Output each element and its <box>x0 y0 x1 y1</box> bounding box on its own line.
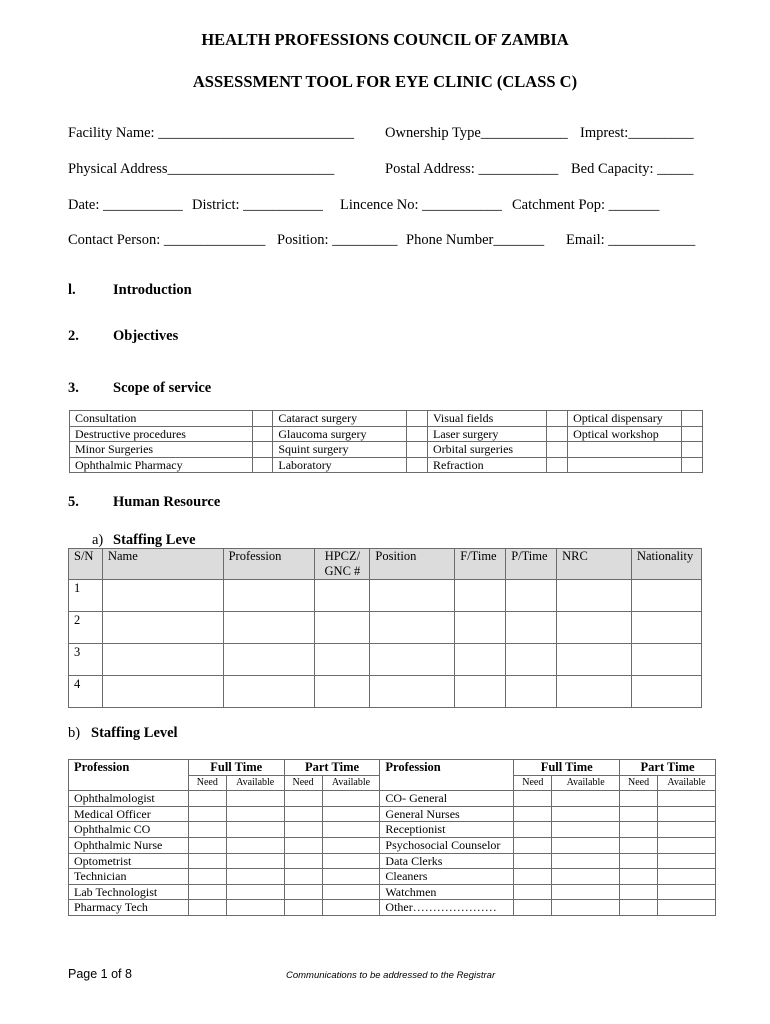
count-cell[interactable] <box>552 853 620 869</box>
count-cell[interactable] <box>226 853 284 869</box>
licence-no-field[interactable]: Lincence No: ___________ <box>340 197 502 213</box>
count-cell[interactable] <box>188 869 226 885</box>
count-cell[interactable] <box>657 791 715 807</box>
count-cell[interactable] <box>514 900 552 916</box>
profession-cell: Data Clerks <box>380 853 514 869</box>
profession-cell: Medical Officer <box>69 806 189 822</box>
count-cell[interactable] <box>552 900 620 916</box>
scope-checkbox[interactable] <box>682 411 703 427</box>
scope-row <box>70 411 703 427</box>
available-header: Available <box>322 775 380 791</box>
scope-checkbox[interactable] <box>252 426 273 442</box>
count-cell[interactable] <box>552 884 620 900</box>
scope-cell: Laboratory <box>273 457 407 473</box>
count-cell[interactable] <box>284 791 322 807</box>
staff-cell[interactable] <box>315 676 370 708</box>
scope-checkbox[interactable] <box>407 442 428 458</box>
section-introduction-heading: Introduction <box>113 282 192 298</box>
count-cell[interactable] <box>620 853 658 869</box>
need-header: Need <box>514 775 552 791</box>
staffing-leve-heading: Staffing Leve <box>113 532 196 548</box>
count-cell[interactable] <box>322 837 380 853</box>
count-cell[interactable] <box>226 837 284 853</box>
staff-cell[interactable] <box>315 612 370 644</box>
staff-cell[interactable] <box>631 644 701 676</box>
count-cell[interactable] <box>188 822 226 838</box>
count-cell[interactable] <box>657 853 715 869</box>
scope-cell: Ophthalmic Pharmacy <box>70 457 253 473</box>
profession-cell: CO- General <box>380 791 514 807</box>
count-cell[interactable] <box>657 869 715 885</box>
count-cell[interactable] <box>226 869 284 885</box>
scope-checkbox[interactable] <box>682 426 703 442</box>
table-row <box>69 837 716 853</box>
count-cell[interactable] <box>188 837 226 853</box>
imprest-field[interactable]: Imprest:_________ <box>580 125 694 141</box>
table-row <box>69 644 702 676</box>
scope-of-service-table <box>69 410 703 473</box>
scope-cell: Orbital surgeries <box>427 442 546 458</box>
staff-cell[interactable] <box>315 580 370 612</box>
column-header-sn: S/N <box>69 549 103 580</box>
count-cell[interactable] <box>188 853 226 869</box>
footer-note: Communications to be addressed to the Registrar <box>286 970 496 981</box>
staff-cell[interactable] <box>455 644 506 676</box>
scope-cell: Destructive procedures <box>70 426 253 442</box>
staffing-level-heading: Staffing Level <box>91 725 178 741</box>
profession-cell: Cleaners <box>380 869 514 885</box>
staffing-level-header-row <box>69 760 716 776</box>
profession-cell: Ophthalmologist <box>69 791 189 807</box>
available-header: Available <box>657 775 715 791</box>
count-cell[interactable] <box>620 806 658 822</box>
subsection-a-label: a) <box>92 532 104 548</box>
count-cell[interactable] <box>620 837 658 853</box>
count-cell[interactable] <box>657 900 715 916</box>
scope-row <box>70 442 703 458</box>
column-header-profession: Profession <box>223 549 315 580</box>
scope-checkbox[interactable] <box>547 411 568 427</box>
section-scope-heading: Scope of service <box>113 380 212 396</box>
profession-cell: Ophthalmic Nurse <box>69 837 189 853</box>
scope-row <box>70 457 703 473</box>
phone-number-field[interactable]: Phone Number_______ <box>406 232 545 248</box>
count-cell[interactable] <box>657 884 715 900</box>
profession-cell: Watchmen <box>380 884 514 900</box>
count-cell[interactable] <box>552 822 620 838</box>
profession-cell: Receptionist <box>380 822 514 838</box>
staffing-level-table <box>68 759 716 916</box>
scope-cell: Refraction <box>427 457 546 473</box>
full-time-header-right: Full Time <box>514 760 620 776</box>
scope-cell <box>568 457 682 473</box>
table-row <box>69 806 716 822</box>
scope-cell: Glaucoma surgery <box>273 426 407 442</box>
physical-address-field[interactable]: Physical Address_______________________ <box>68 161 335 177</box>
count-cell[interactable] <box>188 791 226 807</box>
council-title: HEALTH PROFESSIONS COUNCIL OF ZAMBIA <box>201 30 569 49</box>
postal-address-field[interactable]: Postal Address: ___________ <box>385 161 559 177</box>
staff-cell[interactable] <box>506 612 557 644</box>
scope-cell: Optical workshop <box>568 426 682 442</box>
count-cell[interactable] <box>620 822 658 838</box>
count-cell[interactable] <box>552 869 620 885</box>
count-cell[interactable] <box>552 806 620 822</box>
scope-row <box>70 426 703 442</box>
count-cell[interactable] <box>322 853 380 869</box>
count-cell[interactable] <box>552 837 620 853</box>
table-row <box>69 869 716 885</box>
count-cell[interactable] <box>322 791 380 807</box>
staff-cell[interactable] <box>506 676 557 708</box>
column-header-hpcz: HPCZ/ GNC # <box>315 549 370 580</box>
count-cell[interactable] <box>620 884 658 900</box>
count-cell[interactable] <box>514 884 552 900</box>
staff-cell[interactable] <box>370 612 455 644</box>
section-3-number: 3. <box>68 380 79 396</box>
staff-cell[interactable] <box>631 676 701 708</box>
table-row <box>69 822 716 838</box>
staff-cell[interactable] <box>370 644 455 676</box>
scope-cell: Cataract surgery <box>273 411 407 427</box>
subsection-b-label: b) <box>68 725 81 741</box>
profession-cell: Technician <box>69 869 189 885</box>
count-cell[interactable] <box>284 853 322 869</box>
count-cell[interactable] <box>284 837 322 853</box>
section-2-number: 2. <box>68 328 79 344</box>
staff-cell[interactable] <box>557 612 632 644</box>
count-cell[interactable] <box>657 822 715 838</box>
staff-cell[interactable] <box>223 580 315 612</box>
count-cell[interactable] <box>322 869 380 885</box>
count-cell[interactable] <box>322 822 380 838</box>
count-cell[interactable] <box>188 806 226 822</box>
count-cell[interactable] <box>514 837 552 853</box>
staff-list-table <box>68 548 702 708</box>
row-number: 3 <box>69 644 103 676</box>
staff-cell[interactable] <box>455 676 506 708</box>
staff-cell[interactable] <box>102 644 223 676</box>
table-row <box>69 676 702 708</box>
staff-cell[interactable] <box>315 644 370 676</box>
count-cell[interactable] <box>620 869 658 885</box>
need-header: Need <box>620 775 658 791</box>
count-cell[interactable] <box>620 791 658 807</box>
staff-cell[interactable] <box>455 580 506 612</box>
section-5-number: 5. <box>68 494 79 510</box>
count-cell[interactable] <box>284 869 322 885</box>
profession-header-right: Profession <box>380 760 514 791</box>
count-cell[interactable] <box>514 869 552 885</box>
ownership-type-field[interactable]: Ownership Type____________ <box>385 125 568 141</box>
need-header: Need <box>284 775 322 791</box>
scope-checkbox[interactable] <box>682 442 703 458</box>
column-header-nrc: NRC <box>557 549 632 580</box>
staff-cell[interactable] <box>370 676 455 708</box>
full-time-header-left: Full Time <box>188 760 284 776</box>
scope-cell: Visual fields <box>427 411 546 427</box>
section-human-resource-heading: Human Resource <box>113 494 221 510</box>
scope-checkbox[interactable] <box>547 442 568 458</box>
email-field[interactable]: Email: ____________ <box>566 232 696 248</box>
row-number: 4 <box>69 676 103 708</box>
scope-checkbox[interactable] <box>547 457 568 473</box>
table-row <box>69 791 716 807</box>
available-header: Available <box>226 775 284 791</box>
profession-cell: Other………………… <box>380 900 514 916</box>
count-cell[interactable] <box>284 806 322 822</box>
section-objectives-heading: Objectives <box>113 328 179 344</box>
table-row <box>69 884 716 900</box>
profession-header-left: Profession <box>69 760 189 791</box>
table-row <box>69 580 702 612</box>
staff-cell[interactable] <box>102 612 223 644</box>
staff-cell[interactable] <box>631 580 701 612</box>
profession-cell: Ophthalmic CO <box>69 822 189 838</box>
staff-cell[interactable] <box>557 644 632 676</box>
count-cell[interactable] <box>284 884 322 900</box>
contact-person-field[interactable]: Contact Person: ______________ <box>68 232 266 248</box>
profession-cell: Optometrist <box>69 853 189 869</box>
scope-cell: Consultation <box>70 411 253 427</box>
count-cell[interactable] <box>514 822 552 838</box>
staff-cell[interactable] <box>370 580 455 612</box>
bed-capacity-field[interactable]: Bed Capacity: _____ <box>571 161 694 177</box>
facility-name-field[interactable]: Facility Name: ___________________________ <box>68 125 354 141</box>
scope-cell: Squint surgery <box>273 442 407 458</box>
staff-cell[interactable] <box>223 676 315 708</box>
scope-cell: Laser surgery <box>427 426 546 442</box>
tool-title: ASSESSMENT TOOL FOR EYE CLINIC (CLASS C) <box>192 72 578 91</box>
staff-cell[interactable] <box>223 612 315 644</box>
district-field[interactable]: District: ___________ <box>192 197 323 213</box>
table-row <box>69 612 702 644</box>
count-cell[interactable] <box>284 822 322 838</box>
catchment-pop-field[interactable]: Catchment Pop: _______ <box>512 197 660 213</box>
scope-cell: Optical dispensary <box>568 411 682 427</box>
column-header-position: Position <box>370 549 455 580</box>
staff-cell[interactable] <box>506 644 557 676</box>
part-time-header-right: Part Time <box>620 760 716 776</box>
count-cell[interactable] <box>322 806 380 822</box>
count-cell[interactable] <box>514 806 552 822</box>
staff-list-header-row <box>69 549 702 580</box>
count-cell[interactable] <box>657 806 715 822</box>
row-number: 1 <box>69 580 103 612</box>
staff-cell[interactable] <box>557 580 632 612</box>
staff-cell[interactable] <box>102 580 223 612</box>
profession-cell: General Nurses <box>380 806 514 822</box>
column-header-ptime: P/Time <box>506 549 557 580</box>
count-cell[interactable] <box>552 791 620 807</box>
column-header-name: Name <box>102 549 223 580</box>
scope-checkbox[interactable] <box>407 426 428 442</box>
scope-checkbox[interactable] <box>252 442 273 458</box>
count-cell[interactable] <box>188 884 226 900</box>
count-cell[interactable] <box>226 822 284 838</box>
scope-checkbox[interactable] <box>407 411 428 427</box>
count-cell[interactable] <box>226 791 284 807</box>
section-1-number: l. <box>68 282 76 298</box>
profession-cell: Psychosocial Counselor <box>380 837 514 853</box>
part-time-header-left: Part Time <box>284 760 380 776</box>
count-cell[interactable] <box>226 884 284 900</box>
row-number: 2 <box>69 612 103 644</box>
profession-cell: Pharmacy Tech <box>69 900 189 916</box>
staff-cell[interactable] <box>557 676 632 708</box>
count-cell[interactable] <box>226 806 284 822</box>
scope-cell <box>568 442 682 458</box>
scope-checkbox[interactable] <box>252 457 273 473</box>
scope-checkbox[interactable] <box>407 457 428 473</box>
staff-cell[interactable] <box>631 612 701 644</box>
count-cell[interactable] <box>657 837 715 853</box>
scope-checkbox[interactable] <box>682 457 703 473</box>
need-header: Need <box>188 775 226 791</box>
table-row <box>69 853 716 869</box>
count-cell[interactable] <box>226 900 284 916</box>
available-header: Available <box>552 775 620 791</box>
column-header-ftime: F/Time <box>455 549 506 580</box>
count-cell[interactable] <box>188 900 226 916</box>
count-cell[interactable] <box>322 884 380 900</box>
staff-cell[interactable] <box>506 580 557 612</box>
count-cell[interactable] <box>322 900 380 916</box>
staff-cell[interactable] <box>223 644 315 676</box>
scope-checkbox[interactable] <box>252 411 273 427</box>
column-header-nationality: Nationality <box>631 549 701 580</box>
scope-checkbox[interactable] <box>547 426 568 442</box>
date-field[interactable]: Date: ___________ <box>68 197 183 213</box>
count-cell[interactable] <box>284 900 322 916</box>
staff-cell[interactable] <box>102 676 223 708</box>
table-row <box>69 900 716 916</box>
page-number: Page 1 of 8 <box>68 967 132 981</box>
staff-cell[interactable] <box>455 612 506 644</box>
count-cell[interactable] <box>514 791 552 807</box>
profession-cell: Lab Technologist <box>69 884 189 900</box>
position-field[interactable]: Position: _________ <box>277 232 398 248</box>
scope-cell: Minor Surgeries <box>70 442 253 458</box>
count-cell[interactable] <box>620 900 658 916</box>
count-cell[interactable] <box>514 853 552 869</box>
